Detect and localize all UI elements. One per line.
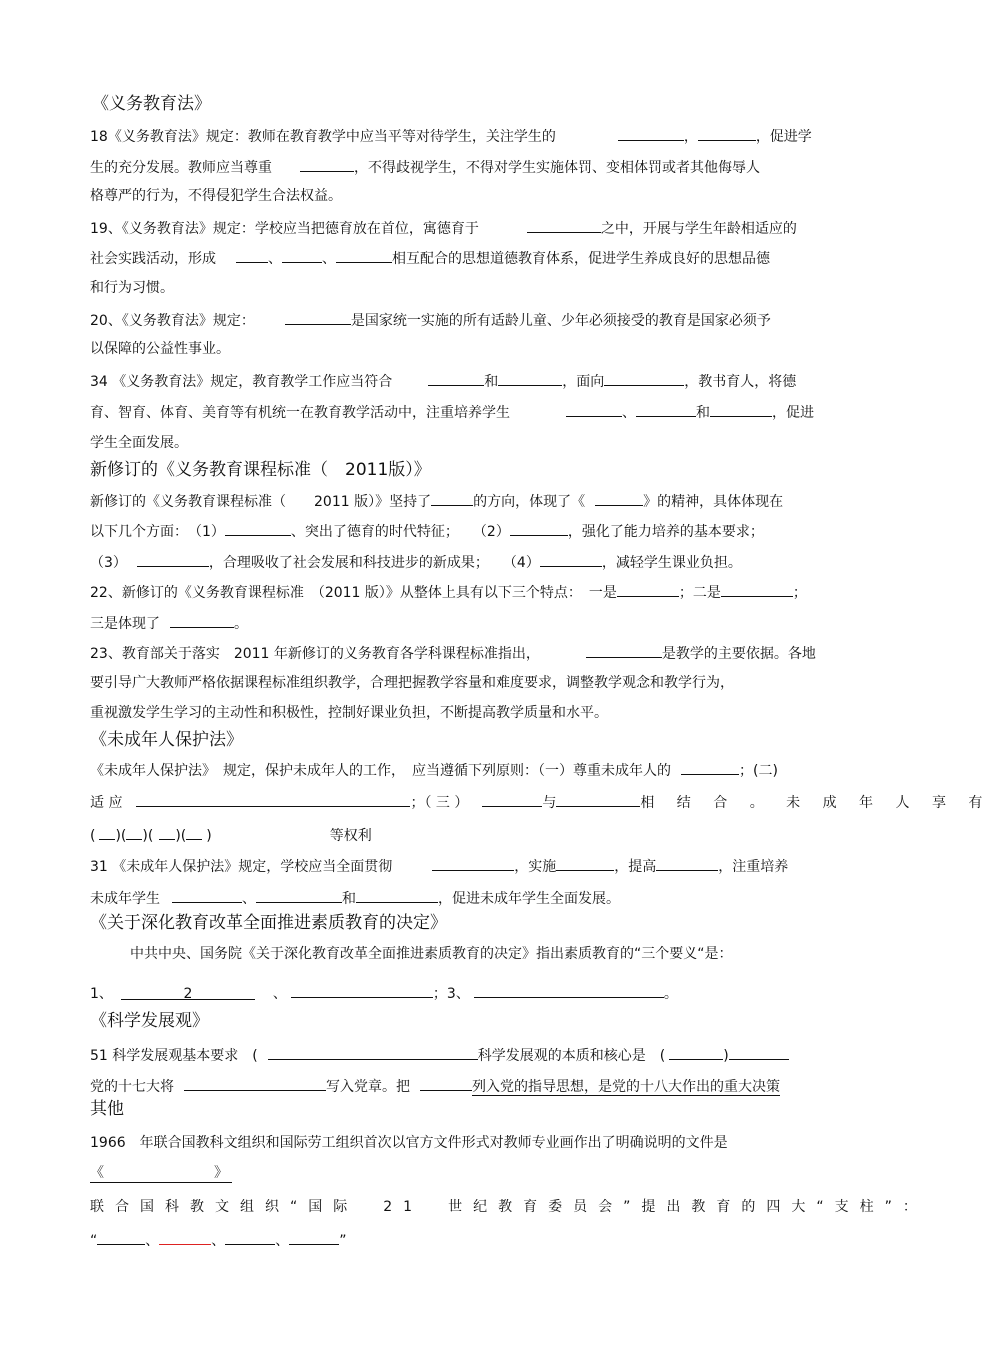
kc-blank2[interactable]	[595, 491, 643, 506]
q34-line2	[90, 402, 814, 422]
q18-blank2[interactable]	[698, 126, 756, 141]
sz-text: 1、	[90, 986, 113, 1002]
qt-text: 、	[275, 1233, 290, 1249]
qt-text: 、	[211, 1233, 226, 1249]
wc-text: (	[90, 828, 96, 844]
q51-text: )	[723, 1048, 729, 1064]
q51-text: 51 科学发展观基本要求 (	[90, 1048, 258, 1064]
qt-blank5[interactable]	[289, 1230, 339, 1245]
sz-text: ；3、	[432, 986, 470, 1002]
qt-line1: 1966 年联合国教科文组织和国际劳工组织首次以官方文件形式对教师专业画作出了明确说明的文件是	[90, 1135, 728, 1151]
q22-blank2[interactable]	[721, 582, 793, 597]
q19-text: 之中，开展与学生年龄相适应的	[600, 221, 797, 237]
wc-blank6[interactable]	[126, 825, 142, 840]
kc-line1	[90, 491, 783, 511]
kc-line3	[90, 552, 742, 572]
q19-blank1[interactable]	[527, 218, 601, 233]
section-title-suzhi: 《关于深化教育改革全面推进素质教育的决定》	[90, 913, 447, 933]
q31-text: 、	[242, 891, 256, 907]
q22-text: ；	[792, 585, 807, 601]
wc-text: )(	[175, 828, 187, 844]
q34-text: ，面向	[562, 374, 605, 390]
q31-line2	[90, 888, 620, 908]
section-title-kexue: 《科学发展观》	[90, 1011, 209, 1031]
q31-line1	[90, 856, 788, 876]
sz-text: 。	[663, 986, 678, 1002]
q31-text: ，提高	[614, 859, 657, 875]
q31-blank2[interactable]	[556, 856, 614, 871]
q19-text: 相互配合的思想道德教育体系，促进学生养成良好的思想品德	[392, 251, 770, 267]
kc-text: （3）	[90, 555, 127, 571]
q51-text: 写入党章。把	[326, 1079, 410, 1095]
q34-text: 34 《义务教育法》规定，教育教学工作应当符合	[90, 374, 393, 390]
wc-line2	[90, 792, 991, 812]
q18-line2	[90, 157, 760, 177]
q19-text: 社会实践活动，形成	[90, 251, 216, 267]
q51-blank3[interactable]	[729, 1045, 789, 1060]
q19-sep: 、	[322, 251, 336, 267]
wc-blank3[interactable]	[482, 792, 542, 807]
q22-line1	[90, 582, 807, 602]
q18-text: ，不得歧视学生，不得对学生实施体罚、变相体罚或者其他侮辱人	[354, 160, 760, 176]
qt-line4	[90, 1230, 347, 1250]
q34-text: ，教书育人，将德	[684, 374, 797, 390]
qt-text: “	[90, 1233, 98, 1249]
qt-line3: 联合国科教文组织“国际 21 世纪教育委员会”提出教育的四大“支柱”：	[90, 1199, 928, 1215]
q18-line3: 格尊严的行为，不得侵犯学生合法权益。	[90, 188, 342, 204]
kc-blank5[interactable]	[137, 552, 209, 567]
sz-line2	[90, 983, 678, 1003]
sz-text: 、	[272, 986, 287, 1002]
wc-text: )(	[115, 828, 127, 844]
q34-blank5[interactable]	[636, 402, 696, 417]
kc-text: 的方向，体现了《	[473, 494, 586, 510]
section-title-yiwu: 《义务教育法》	[92, 94, 211, 114]
q34-blank1[interactable]	[428, 371, 484, 386]
q34-text: 和	[696, 405, 710, 421]
q34-line1	[90, 371, 796, 391]
q51-line1	[90, 1045, 789, 1065]
q31-text: 和	[342, 891, 356, 907]
section-title-qita: 其他	[90, 1099, 124, 1119]
q20-line1	[90, 310, 771, 330]
q18-text: 生的充分发展。教师应当尊重	[90, 160, 272, 176]
q19-sep: 、	[268, 251, 282, 267]
q18-line1	[90, 126, 812, 146]
q23-line3: 重视激发学生学习的主动性和积极性，控制好课业负担，不断提高教学质量和水平。	[90, 705, 608, 721]
q22-text: 22、新修订的《义务教育课程标准 （2011 版）》从整体上具有以下三个特点： 一是	[90, 585, 617, 601]
wc-blank7[interactable]	[159, 825, 175, 840]
q31-text: ，实施	[514, 859, 557, 875]
q51-text: 科学发展观的本质和核心是 (	[477, 1048, 666, 1064]
q18-blank3[interactable]	[300, 157, 354, 172]
kc-line2	[90, 521, 764, 541]
wc-text: 与	[542, 795, 557, 811]
q34-blank2[interactable]	[498, 371, 562, 386]
q18-blank1[interactable]	[618, 126, 684, 141]
q31-blank3[interactable]	[656, 856, 718, 871]
qt-text: 》	[214, 1165, 228, 1181]
q20-text: 是国家统一实施的所有适龄儿童、少年必须接受的教育是国家必须予	[350, 313, 771, 329]
wc-line1	[90, 760, 778, 780]
wc-text: 相 结 合 。 未 成 年 人 享 有	[640, 795, 991, 811]
q19-line3: 和行为习惯。	[90, 280, 174, 296]
q31-text: 31 《未成年人保护法》规定，学校应当全面贯彻	[90, 859, 393, 875]
q19-blank3[interactable]	[282, 248, 322, 263]
sz-blank2[interactable]	[291, 983, 433, 998]
q34-text: 育、智育、体育、美育等有机统一在教育教学活动中，注重培养学生	[90, 405, 510, 421]
q22-text: ；二是	[678, 585, 721, 601]
kc-blank1[interactable]	[431, 491, 473, 506]
kc-blank4[interactable]	[510, 521, 568, 536]
q34-text: 和	[484, 374, 499, 390]
section-title-weicheng: 《未成年人保护法》	[90, 730, 243, 750]
kc-blank3[interactable]	[225, 521, 291, 536]
q19-blank4[interactable]	[336, 248, 392, 263]
q51-blank1[interactable]	[268, 1045, 478, 1060]
wc-text: ；（ 三 ）	[410, 795, 469, 811]
wc-blank5[interactable]	[99, 825, 115, 840]
qt-text: ”	[339, 1233, 347, 1249]
q31-blank5[interactable]	[256, 888, 342, 903]
kc-text: ，合理吸收了社会发展和科技进步的新成果； （4）	[208, 555, 540, 571]
q51-blank2[interactable]	[669, 1045, 723, 1060]
q18-sep: ，	[683, 129, 698, 145]
q23-blank1[interactable]	[586, 643, 662, 658]
q31-text: 未成年学生	[90, 891, 160, 907]
kc-text: 、突出了德育的时代特征； （2）	[290, 524, 510, 540]
q31-blank4[interactable]	[172, 888, 242, 903]
q18-text: 18《义务教育法》规定：教师在教育教学中应当平等对待学生，关注学生的	[90, 129, 556, 145]
q19-line1	[90, 218, 797, 238]
qt-line2	[90, 1164, 232, 1183]
q34-text: ，促进	[772, 405, 814, 421]
q31-blank1[interactable]	[432, 856, 514, 871]
wc-text: 适 应	[90, 795, 123, 811]
q19-blank2[interactable]	[236, 248, 268, 263]
q20-text: 20、《义务教育法》规定：	[90, 313, 255, 329]
q22-text: 。	[234, 616, 248, 632]
qt-text: 、	[145, 1233, 160, 1249]
section-title-kecheng: 新修订的《义务教育课程标准（ 2011版）》	[90, 460, 431, 480]
wc-text: )	[206, 828, 212, 844]
q22-blank1[interactable]	[617, 582, 679, 597]
q51-line2	[90, 1076, 780, 1096]
wc-text: ；(二)	[739, 763, 778, 779]
wc-text: 等权利	[329, 828, 372, 844]
sz-blank1-text: 2	[183, 986, 193, 1002]
q23-text: 是教学的主要依据。各地	[661, 646, 816, 662]
kc-text: 以下几个方面： （1）	[90, 524, 225, 540]
q34-blank4[interactable]	[566, 402, 622, 417]
wc-blank8[interactable]	[186, 825, 202, 840]
qt-blank4[interactable]	[225, 1230, 275, 1245]
q20-line2: 以保障的公益性事业。	[90, 341, 230, 357]
q22-blank3[interactable]	[170, 613, 234, 628]
q34-blank3[interactable]	[604, 371, 684, 386]
wc-text: )(	[142, 828, 154, 844]
wc-blank4[interactable]	[556, 792, 640, 807]
q51-text: 列入党的指导思想，是党的十八大作出的重大决策	[472, 1079, 780, 1095]
q51-blank5[interactable]	[420, 1076, 472, 1091]
q20-blank1[interactable]	[285, 310, 351, 325]
q31-text: ，注重培养	[718, 859, 789, 875]
wc-line3	[90, 825, 372, 845]
q31-blank6[interactable]	[356, 888, 438, 903]
kc-text: 》的精神，具体体现在	[643, 494, 784, 510]
qt-blank3[interactable]	[159, 1230, 211, 1245]
wc-text: 《未成年人保护法》 规定，保护未成年人的工作， 应当遵循下列原则：（一）尊重未成年人的	[90, 763, 671, 779]
qt-blank2[interactable]	[97, 1230, 145, 1245]
sz-blank1[interactable]	[121, 985, 255, 1000]
q22-text: 三是体现了	[90, 616, 160, 632]
qt-text: 《	[90, 1165, 104, 1181]
wc-blank1[interactable]	[681, 760, 739, 775]
q22-line2	[90, 613, 248, 633]
sz-blank3[interactable]	[474, 983, 664, 998]
kc-blank6[interactable]	[540, 552, 602, 567]
q23-line2: 要引导广大教师严格依据课程标准组织教学，合理把握教学容量和难度要求，调整教学观念和教学行为，	[90, 675, 734, 691]
q18-text: ，促进学	[755, 129, 812, 145]
kc-text: 新修订的《义务教育课程标准（ 2011 版）》坚持了	[90, 494, 432, 510]
q51-text: 党的十七大将	[90, 1079, 174, 1095]
q23-line1	[90, 643, 816, 663]
q31-text: ，促进未成年学生全面发展。	[438, 891, 620, 907]
q23-text: 23、教育部关于落实 2011 年新修订的义务教育各学科课程标准指出，	[90, 646, 540, 662]
q19-text: 19、《义务教育法》规定：学校应当把德育放在首位，寓德育于	[90, 221, 479, 237]
q34-line3: 学生全面发展。	[90, 435, 188, 451]
kc-text: ，减轻学生课业负担。	[601, 555, 742, 571]
wc-blank2[interactable]	[136, 792, 410, 807]
q34-sep: 、	[622, 405, 636, 421]
q51-blank4[interactable]	[184, 1076, 326, 1091]
sz-line1: 中共中央、国务院《关于深化教育改革全面推进素质教育的决定》指出素质教育的“三个要义“是：	[130, 946, 733, 962]
q19-line2	[90, 248, 770, 268]
q34-blank6[interactable]	[710, 402, 772, 417]
kc-text: ，强化了能力培养的基本要求；	[567, 524, 764, 540]
